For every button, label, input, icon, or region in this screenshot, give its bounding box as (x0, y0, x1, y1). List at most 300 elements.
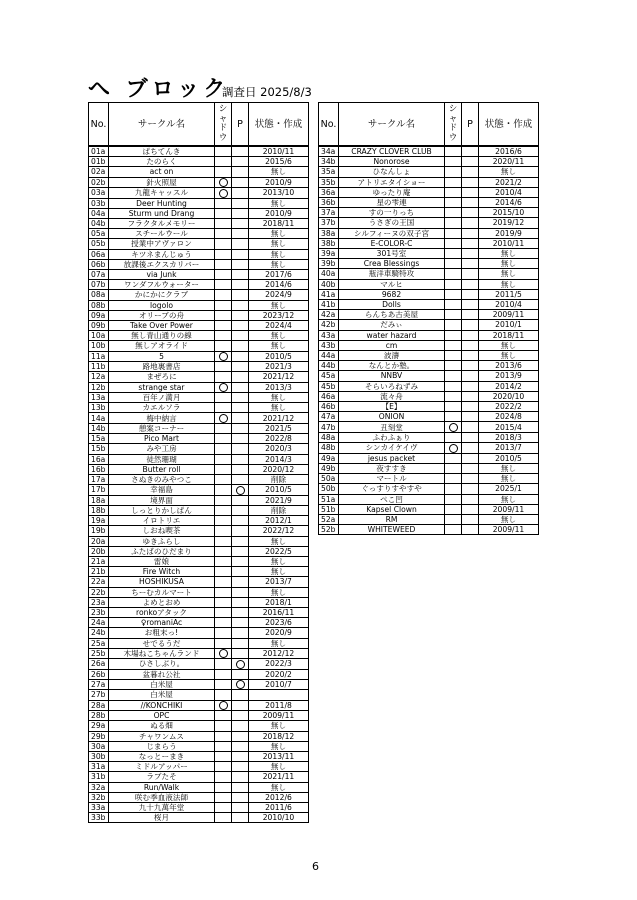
table-row (89, 597, 309, 607)
table-row (89, 792, 309, 802)
cell-no: 48a (319, 432, 339, 442)
table-row (89, 751, 309, 761)
cell-status: 2009/11 (249, 711, 309, 721)
cell-p (462, 361, 479, 371)
table-row (89, 157, 309, 167)
cell-status: 2010/11 (249, 146, 309, 157)
cell-p (462, 198, 479, 208)
cell-no: 47b (319, 422, 339, 433)
cell-p (232, 259, 249, 269)
cell-no: 49b (319, 463, 339, 473)
cell-shadow (445, 514, 462, 524)
cell-status: 無し (479, 514, 539, 524)
cell-status: 2011/8 (249, 700, 309, 711)
cell-shadow (215, 536, 232, 546)
table-row (89, 280, 309, 290)
table-row (319, 443, 539, 454)
cell-shadow (445, 300, 462, 310)
cell-no: 09b (89, 321, 109, 331)
circle-mark-icon (219, 383, 228, 392)
cell-status: 2010/5 (249, 485, 309, 496)
cell-status: 2010/9 (249, 208, 309, 218)
cell-shadow (445, 525, 462, 535)
cell-status: 2024/8 (479, 412, 539, 422)
table-row (89, 372, 309, 382)
cell-shadow (215, 485, 232, 496)
cell-shadow (215, 526, 232, 536)
circle-mark-icon (449, 444, 458, 453)
cell-p (232, 146, 249, 157)
table-row (89, 219, 309, 229)
cell-no: 39a (319, 249, 339, 259)
cell-circle-name: よめとおめ (109, 597, 215, 607)
cell-shadow (215, 741, 232, 751)
cell-circle-name: ゆきふらし (109, 536, 215, 546)
cell-shadow (445, 208, 462, 218)
cell-circle-name: //KONCHIKI (109, 700, 215, 711)
cell-circle-name: ぺこ凹 (339, 494, 445, 504)
cell-p (462, 494, 479, 504)
cell-status: 無し (249, 567, 309, 577)
cell-shadow (445, 463, 462, 473)
cell-status: 2021/12 (249, 372, 309, 382)
cell-p (232, 792, 249, 802)
cell-status: 2019/9 (479, 228, 539, 238)
cell-no: 23b (89, 607, 109, 617)
cell-no: 32b (89, 792, 109, 802)
cell-circle-name: お粗末っ! (109, 628, 215, 638)
cell-status: 無し (479, 269, 539, 279)
table-row (89, 567, 309, 577)
cell-status: 2020/2 (249, 669, 309, 679)
cell-no: 51a (319, 494, 339, 504)
cell-circle-name: 境界面 (109, 495, 215, 505)
cell-status: 2021/5 (249, 423, 309, 433)
table-row (89, 464, 309, 474)
cell-status: 2015/6 (249, 157, 309, 167)
cell-circle-name: OPC (109, 711, 215, 721)
header-p: P (232, 103, 249, 147)
table-row (319, 361, 539, 371)
cell-no: 31a (89, 762, 109, 772)
cell-circle-name: せでるうだ (109, 638, 215, 648)
cell-no: 15a (89, 434, 109, 444)
table-row (319, 198, 539, 208)
cell-no: 16b (89, 464, 109, 474)
cell-no: 07a (89, 270, 109, 280)
cell-circle-name: ふたばのひだまり (109, 546, 215, 556)
cell-shadow (215, 516, 232, 526)
cell-shadow (445, 432, 462, 442)
cell-circle-name: フラクタルメモリー (109, 219, 215, 229)
cell-shadow (445, 381, 462, 391)
cell-no: 40b (319, 279, 339, 289)
cell-shadow (215, 495, 232, 505)
cell-circle-name: Nonorose (339, 157, 445, 167)
cell-p (462, 259, 479, 269)
table-row (89, 393, 309, 403)
cell-shadow (215, 208, 232, 218)
cell-status: 2017/6 (249, 270, 309, 280)
cell-status: 2010/1 (479, 320, 539, 330)
table-row (89, 403, 309, 413)
cell-no: 39b (319, 259, 339, 269)
cell-p (232, 526, 249, 536)
cell-status: 2013/9 (479, 371, 539, 381)
table-row (319, 269, 539, 279)
cell-no: 05b (89, 239, 109, 249)
cell-p (232, 393, 249, 403)
cell-p (232, 177, 249, 188)
cell-circle-name: 9682 (339, 289, 445, 299)
cell-circle-name: NNBV (339, 371, 445, 381)
cell-no: 32a (89, 782, 109, 792)
cell-p (462, 310, 479, 320)
cell-circle-name: 流々舟 (339, 391, 445, 401)
cell-p (232, 628, 249, 638)
cell-p (232, 280, 249, 290)
cell-no: 04a (89, 208, 109, 218)
cell-status: 2024/4 (249, 321, 309, 331)
cell-p (232, 782, 249, 792)
cell-status: 無し (479, 249, 539, 259)
cell-p (232, 762, 249, 772)
cell-shadow (215, 464, 232, 474)
table-row (89, 618, 309, 628)
cell-p (232, 556, 249, 566)
cell-no: 02b (89, 177, 109, 188)
cell-circle-name: 瓶洋車騎特攻 (339, 269, 445, 279)
cell-no: 03a (89, 188, 109, 199)
cell-status: 無し (249, 762, 309, 772)
table-row (319, 208, 539, 218)
cell-status: 無し (249, 782, 309, 792)
cell-circle-name: CRAZY CLOVER CLUB (339, 146, 445, 157)
cell-status: 2014/2 (479, 381, 539, 391)
cell-shadow (215, 618, 232, 628)
cell-no: 52b (319, 525, 339, 535)
table-row (89, 516, 309, 526)
cell-status: 2018/12 (249, 731, 309, 741)
table-row (89, 587, 309, 597)
table-row (319, 146, 539, 157)
cell-shadow (215, 310, 232, 320)
cell-circle-name: シンカイケイヴ (339, 443, 445, 454)
cell-circle-name: ミドルアッパー (109, 762, 215, 772)
cell-circle-name: 無し青山通りの線 (109, 331, 215, 341)
cell-shadow (215, 259, 232, 269)
cell-shadow (215, 731, 232, 741)
cell-circle-name: ワンダフルウォーター (109, 280, 215, 290)
cell-shadow (215, 372, 232, 382)
cell-no: 29a (89, 721, 109, 731)
cell-p (232, 485, 249, 496)
cell-shadow (215, 546, 232, 556)
cell-p (462, 412, 479, 422)
header-circle-name: サークル名 (339, 103, 445, 147)
cell-no: 17b (89, 485, 109, 496)
table-row (319, 187, 539, 197)
table-row (319, 167, 539, 177)
table-row (89, 679, 309, 690)
cell-status: 無し (249, 300, 309, 310)
cell-p (232, 802, 249, 812)
cell-p (232, 638, 249, 648)
cell-shadow (215, 434, 232, 444)
cell-status: 2011/5 (479, 289, 539, 299)
cell-status: 無し (249, 259, 309, 269)
cell-circle-name: Butter roll (109, 464, 215, 474)
cell-circle-name: すの一りっち (339, 208, 445, 218)
table-row (89, 721, 309, 731)
table-row (319, 279, 539, 289)
cell-circle-name: なっとーまき (109, 751, 215, 761)
header-status: 状態・作成 (479, 103, 539, 147)
cell-circle-name: ゆったり庵 (339, 187, 445, 197)
cell-status: 削除 (249, 505, 309, 515)
cell-p (462, 422, 479, 433)
cell-shadow (215, 782, 232, 792)
cell-circle-name: 授業中アヴァロン (109, 239, 215, 249)
cell-shadow (445, 198, 462, 208)
table-row (89, 669, 309, 679)
cell-circle-name: 幸福島 (109, 485, 215, 496)
cell-shadow (445, 371, 462, 381)
cell-shadow (445, 504, 462, 514)
cell-p (232, 711, 249, 721)
cell-circle-name: ぱちてんき (109, 146, 215, 157)
cell-p (232, 577, 249, 587)
cell-shadow (445, 157, 462, 167)
cell-shadow (215, 393, 232, 403)
cell-circle-name: 白米屋 (109, 690, 215, 700)
cell-no: 10a (89, 331, 109, 341)
cell-p (232, 372, 249, 382)
cell-p (232, 587, 249, 597)
cell-no: 48b (319, 443, 339, 454)
table-row (319, 474, 539, 484)
table-row (89, 700, 309, 711)
cell-p (462, 177, 479, 187)
header-p: P (462, 103, 479, 147)
table-row (89, 382, 309, 393)
cell-p (232, 813, 249, 823)
circle-mark-icon (219, 178, 228, 187)
cell-shadow (215, 157, 232, 167)
cell-circle-name: 九十九萬年堂 (109, 802, 215, 812)
cell-shadow (445, 320, 462, 330)
cell-no: 14a (89, 413, 109, 424)
table-row (89, 536, 309, 546)
cell-circle-name: Run/Walk (109, 782, 215, 792)
cell-circle-name: Pico Mart (109, 434, 215, 444)
cell-status: 2022/8 (249, 434, 309, 444)
cell-status: 2010/10 (249, 813, 309, 823)
cell-circle-name: 盆暮れ公社 (109, 669, 215, 679)
cell-p (462, 279, 479, 289)
table-row (89, 423, 309, 433)
table-row (319, 300, 539, 310)
cell-circle-name: うさぎの王国 (339, 218, 445, 228)
table-row (89, 331, 309, 341)
cell-status: 2010/5 (249, 351, 309, 362)
cell-status: 削除 (249, 474, 309, 484)
cell-p (232, 731, 249, 741)
cell-no: 01b (89, 157, 109, 167)
cell-p (232, 516, 249, 526)
cell-circle-name: jesus packet (339, 453, 445, 463)
table-row (89, 177, 309, 188)
cell-circle-name: 咲む季血液法師 (109, 792, 215, 802)
cell-shadow (445, 412, 462, 422)
cell-status: 無し (249, 239, 309, 249)
cell-shadow (215, 813, 232, 823)
cell-shadow (215, 146, 232, 157)
cell-p (462, 157, 479, 167)
circle-mark-icon (219, 189, 228, 198)
cell-no: 41a (319, 289, 339, 299)
cell-shadow (445, 228, 462, 238)
table-row (89, 813, 309, 823)
cell-status: 無し (479, 340, 539, 350)
cell-status: 2021/3 (249, 362, 309, 372)
cell-status: 2020/9 (249, 628, 309, 638)
cell-shadow (445, 289, 462, 299)
cell-circle-name: マートル (339, 474, 445, 484)
cell-circle-name: 丑刻堂 (339, 422, 445, 433)
cell-status: 2021/2 (479, 177, 539, 187)
cell-p (462, 484, 479, 494)
cell-status: 2010/11 (479, 238, 539, 248)
cell-p (232, 229, 249, 239)
cell-p (462, 228, 479, 238)
cell-no: 28a (89, 700, 109, 711)
cell-status: 2009/11 (479, 525, 539, 535)
cell-no: 21a (89, 556, 109, 566)
cell-p (462, 146, 479, 157)
cell-status: 2018/11 (479, 330, 539, 340)
table-row (319, 310, 539, 320)
cell-status: 2018/3 (479, 432, 539, 442)
cell-no: 43b (319, 340, 339, 350)
table-row (89, 229, 309, 239)
cell-no: 26a (89, 659, 109, 670)
cell-shadow (215, 659, 232, 670)
cell-circle-name: アトリエタイショー (339, 177, 445, 187)
cell-p (232, 700, 249, 711)
cell-p (232, 690, 249, 700)
cell-circle-name: ひさしぶり。 (109, 659, 215, 670)
header-shadow: シ ャ ド ウ (215, 103, 232, 147)
cell-p (462, 381, 479, 391)
cell-status: 2014/6 (249, 280, 309, 290)
cell-circle-name: logolo (109, 300, 215, 310)
cell-no: 23a (89, 597, 109, 607)
table-row (319, 514, 539, 524)
cell-shadow (445, 340, 462, 350)
cell-status: 2009/11 (479, 504, 539, 514)
table-row (89, 628, 309, 638)
cell-p (462, 218, 479, 228)
cell-no: 13a (89, 393, 109, 403)
cell-status: 無し (249, 536, 309, 546)
table-row (89, 782, 309, 792)
cell-p (232, 474, 249, 484)
cell-no: 30a (89, 741, 109, 751)
cell-circle-name: Kapsel Clown (339, 504, 445, 514)
cell-shadow (215, 474, 232, 484)
cell-status: 無し (479, 494, 539, 504)
block-title: へ ブロック (88, 77, 230, 102)
cell-p (232, 772, 249, 782)
cell-shadow (215, 690, 232, 700)
cell-status: 無し (249, 249, 309, 259)
cell-p (232, 679, 249, 690)
cell-p (232, 331, 249, 341)
cell-shadow (215, 198, 232, 208)
cell-circle-name: ぬる畑 (109, 721, 215, 731)
table-row (89, 413, 309, 424)
cell-shadow (215, 423, 232, 433)
cell-shadow (445, 146, 462, 157)
cell-status: 無し (249, 403, 309, 413)
cell-shadow (445, 391, 462, 401)
cell-status: 2022/3 (249, 659, 309, 670)
table-row (89, 239, 309, 249)
table-row (89, 526, 309, 536)
cell-circle-name: cm (339, 340, 445, 350)
cell-no: 02a (89, 167, 109, 177)
cell-p (232, 413, 249, 424)
table-row (89, 310, 309, 320)
cell-p (232, 505, 249, 515)
cell-no: 45b (319, 381, 339, 391)
cell-no: 42a (319, 310, 339, 320)
cell-status: 無し (249, 721, 309, 731)
cell-no: 33a (89, 802, 109, 812)
cell-shadow (445, 218, 462, 228)
cell-status: 2020/10 (479, 391, 539, 401)
cell-status: 2023/6 (249, 618, 309, 628)
cell-shadow (215, 669, 232, 679)
cell-circle-name: E-COLOR-C (339, 238, 445, 248)
cell-p (462, 238, 479, 248)
cell-status: 無し (249, 331, 309, 341)
cell-status: 2018/1 (249, 597, 309, 607)
cell-circle-name: ronkoアタック (109, 607, 215, 617)
cell-shadow (215, 711, 232, 721)
table-row (89, 351, 309, 362)
cell-no: 06b (89, 259, 109, 269)
cell-status: 2016/6 (479, 146, 539, 157)
cell-shadow (215, 219, 232, 229)
cell-status: 2019/12 (479, 218, 539, 228)
table-row (89, 505, 309, 515)
table-row (319, 177, 539, 187)
cell-status: 2021/12 (249, 413, 309, 424)
cell-p (232, 321, 249, 331)
header-shadow: シ ャ ド ウ (445, 103, 462, 147)
cell-no: 52a (319, 514, 339, 524)
table-row (319, 504, 539, 514)
table-row (89, 690, 309, 700)
cell-circle-name: 梅中納言 (109, 413, 215, 424)
cell-no: 14b (89, 423, 109, 433)
cell-p (462, 208, 479, 218)
table-row (89, 167, 309, 177)
cell-circle-name: act on (109, 167, 215, 177)
table-row (89, 259, 309, 269)
